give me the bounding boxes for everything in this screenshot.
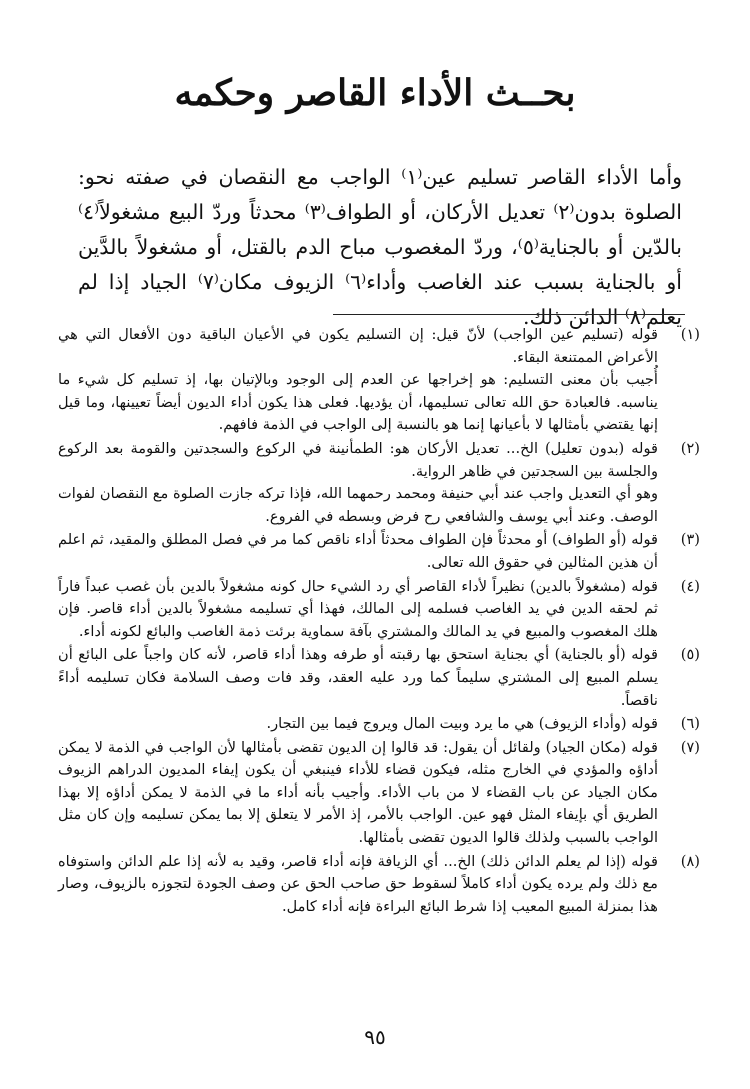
footnote-number: (٨)	[680, 852, 700, 870]
footnote-number: (٥)	[680, 646, 700, 664]
footnote-3	[58, 529, 700, 574]
page-number: ٩٥	[364, 1025, 386, 1049]
footnote-paragraph: وهو أي التعديل واجب عند أبي حنيفة ومحمد رحمهما الله، فإذا تركه جازت الصلوة مع النقصان لفوات الوصف. وعند أبي يوسف والشافعي رح فرض وبسطه في الفروع.	[58, 485, 658, 525]
footnote-paragraph: قوله (إذا لم يعلم الدائن ذلك) الخ... أي الزيافة فإنه أداء قاصر، وقيد به لأنه إذا علم الدائن واستوفاه مع ذلك ولم يرده يكون أداء كاملاً لسقوط حق صاحب الحق عن وصف الجودة لتجوزه بالزيوف، وصار هذا بمنزلة المبيع المعيب إذا شرط البائع البراءة فإنه أداء كامل.	[58, 852, 658, 915]
footnote-number: (٤)	[680, 577, 700, 595]
footnote-1	[58, 324, 700, 437]
footnote-number: (٣)	[680, 531, 700, 549]
main-paragraph: وأما الأداء القاصر تسليم عين⁽١⁾ الواجب مع النقصان في صفته نحو: الصلوة بدون⁽٢⁾ تعديل الأركان، أو الطواف⁽٣⁾ محدثاً وردّ البيع مشغولاً⁽٤⁾ بالدّين أو بالجناية⁽٥⁾، وردّ المغصوب مباح الدم بالقتل، أو مشغولاً بالدَّين أو بالجناية بسبب عند الغاصب وأداء⁽٦⁾ الزيوف مكان⁽٧⁾ الجياد إذا لم يعلم⁽٨⁾ الدائن ذلك.	[78, 165, 682, 329]
footnote-paragraph: قوله (مكان الجياد) ولقائل أن يقول: قد قالوا إن الديون تقضى بأمثالها لأن الواجب في الذمة لا يمكن أداؤه والمؤدي في الخارج مثله، فيكون قضاء للأداء فينبغي أن يكون إيفاء المديون الدراهم الزيوف مكان الجياد عن باب القضاء لا من باب الأداء. وأجيب بأنه أداء ما في الذمة لا يمكن أداؤه إلا بهذا الطريق أي بإيفاء المثل فهو عين. الواجب بالأمر، إذ الأمر لا يتعلق إلا بما يمكن تسليمه وإن كان مثل الواجب بالسبب ولذلك قالوا الديون تقضى بأمثالها.	[58, 738, 658, 847]
footnote-number: (٦)	[680, 715, 700, 733]
footnote-8	[58, 851, 700, 919]
footnote-body	[58, 324, 658, 437]
page-title: بحــث الأداء القاصر وحكمه	[174, 72, 576, 114]
footnote-body	[58, 438, 658, 528]
footnote-2	[58, 438, 700, 528]
footnote-body	[58, 713, 658, 736]
footnote-6	[58, 713, 700, 736]
footnote-body	[58, 576, 658, 644]
footnote-4	[58, 576, 700, 644]
footnote-body	[58, 737, 658, 850]
footnote-body	[58, 529, 658, 574]
footnote-paragraph: قوله (تسليم عين الواجب) لأنّ قيل: إن التسليم يكون في الأعيان الباقية دون الأفعال التي هي الأعراض الممتنعة البقاء.	[58, 326, 658, 366]
footnote-5	[58, 644, 700, 712]
footnote-paragraph: أُجيب بأن معنى التسليم: هو إخراجها عن العدم إلى الوجود وبالإتيان بها، إذ تسليم كل شيء ما يناسبه. فالعبادة حق الله تعالى تسليمها، أن يؤديها. فعلى هذا يكون أداء الديون أيضاً تعيينها، وما قيل إنها يقتضي بأمثالها لا بأعيانها إنما هو بالنسبة إلى الواجب في الذمة فافهم.	[58, 371, 658, 434]
footnote-paragraph: قوله (أو بالجناية) أي بجناية استحق بها رقبته أو طرفه وهذا أداء قاصر، لأنه كان واجباً على البائع أن يسلم المبيع إلى المشتري سليماً كما ورد عليه العقد، وقد فات وصف السلامة فكان تسليمه أداءً ناقصاً.	[58, 646, 658, 709]
footnote-paragraph: قوله (مشغولاً بالدين) نظيراً لأداء القاصر أي رد الشيء حال كونه مشغولاً بالدين بأن غصب عبداً فاراً ثم لحقه الدين في يد الغاصب فسلمه إلى المالك، فهذا أي تسليمه مشغولاً بالدين أداء قاصر. فإن هلك المغصوب والمبيع في يد المالك والمشتري بآفة سماوية برئت ذمة الغاصب والبائع لكونه أداء.	[58, 577, 658, 640]
footnote-body	[58, 851, 658, 919]
footnote-body	[58, 644, 658, 712]
footnote-paragraph: قوله (وأداء الزيوف) هي ما يرد وبيت المال ويروج فيما بين التجار.	[266, 715, 658, 733]
footnote-number: (٧)	[680, 738, 700, 756]
footnote-number: (٢)	[680, 439, 700, 457]
footnote-paragraph: قوله (بدون تعليل) الخ... تعديل الأركان هو: الطمأنينة في الركوع والسجدتين والقومة بعد الركوع والجلسة بين السجدتين في ظاهر الرواية.	[58, 439, 658, 480]
footnote-number: (١)	[680, 326, 700, 343]
footnotes-section	[58, 324, 700, 919]
footnote-separator	[333, 314, 685, 315]
footnote-7	[58, 737, 700, 850]
footnote-paragraph: قوله (أو الطواف) أو محدثاً فإن الطواف محدثاً أداء ناقص كما مر في فصل المطلق والمقيد، ثم اعلم أن هذين المثالين في حقوق الله تعالى.	[58, 531, 658, 571]
